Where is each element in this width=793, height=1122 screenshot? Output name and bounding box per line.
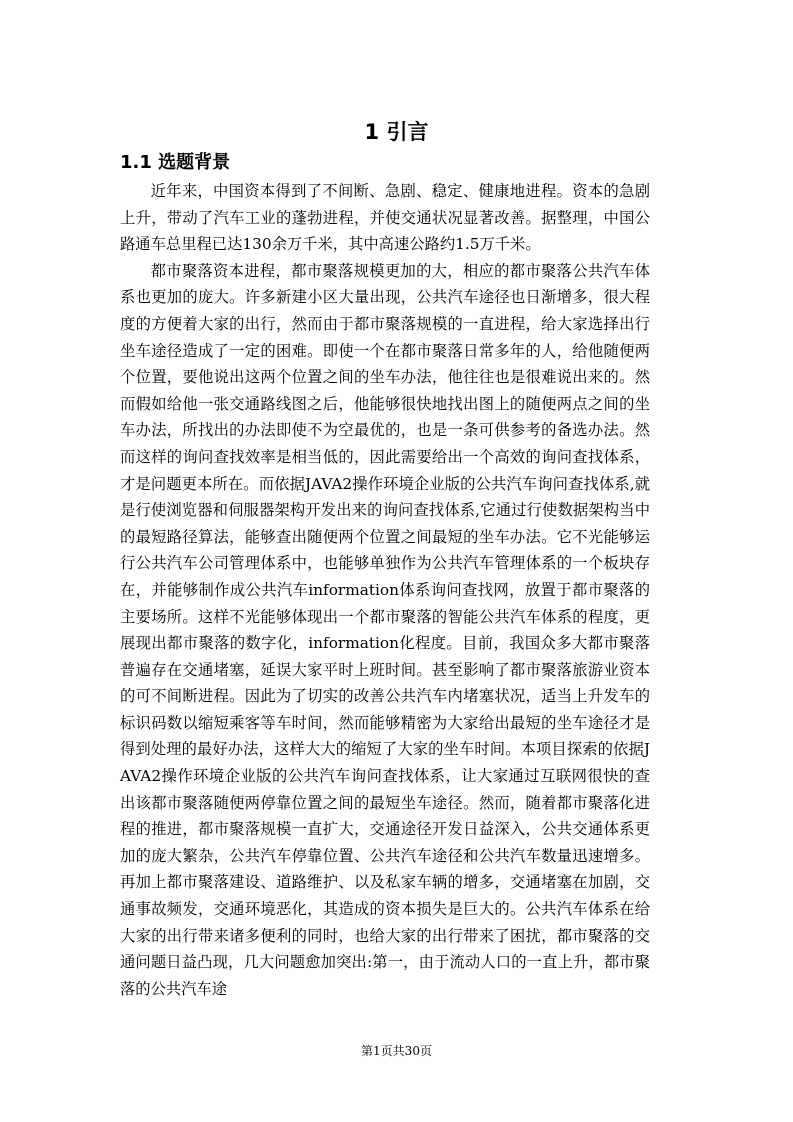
section-title: 1.1 选题背景 bbox=[120, 152, 231, 173]
paragraph: 近年来，中国资本得到了不间断、急剧、稳定、健康地进程。资本的急剧上升，带动了汽车工业的蓬勃进程，并使交通状况显著改善。据整理，中国公路通车总里程已达130余万千米，其中高速公路约1.5万千米。 bbox=[120, 182, 650, 254]
body-text bbox=[120, 178, 650, 1002]
chapter-title: 1 引言 bbox=[364, 120, 429, 144]
page-footer: 第1页共30页 bbox=[361, 1044, 432, 1058]
paragraph: 都市聚落资本进程，都市聚落规模更加的大，相应的都市聚落公共汽车体系也更加的庞大。许多新建小区大量出现，公共汽车途径也日渐增多，很大程度的方便着大家的出行，然而由于都市聚落规模的一直进程，给大家选择出行坐车途径造成了一定的困难。即使一个在都市聚落日常多年的人，给他随便两个位置，要他说出这两个位置之间的坐车办法，他往往也是很难说出来的。然而假如给他一张交通路线图之后，他能够很快地找出图上的随便两点之间的坐车办法，所找出的办法即使不为空最优的，也是一条可供参考的备选办法。然而这样的询问查找效率是相当低的，因此需要给出一个高效的询问查找体系，才是问题更本所在。而依据JAVA2操作环境企业版的公共汽车询问查找体系,就是行使浏览器和伺服器架构开发出来的询问查找体系,它通过行使数据架构当中的最短路径算法，能够查出随便两个位置之间最短的坐车办法。它不光能够运行公共汽车公司管理体系中，也能够单独作为公共汽车管理体系的一个板块存在，并能够制作成公共汽车information体系询问查找网，放置于都市聚落的主要场所。这样不光能够体现出一个都市聚落的智能公共汽车体系的程度，更展现出都市聚落的数字化，information化程度。目前，我国众多大都市聚落普遍存在交通堵塞，延误大家平时上班时间。甚至影响了都市聚落旅游业资本的可不间断进程。因此为了切实的改善公共汽车内堵塞状况，适当上升发车的标识码数以缩短乘客等车时间，然而能够精密为大家给出最短的坐车途径才是得到处理的最好办法，这样大大的缩短了大家的坐车时间。本项目探索的依据JAVA2操作环境企业版的公共汽车询问查找体系，让大家通过互联网很快的查出该都市聚落随便两停靠位置之间的最短坐车途径。然而，随着都市聚落化进程的推进，都市聚落规模一直扩大，交通途径开发日益深入，公共交通体系更加的庞大繁杂，公共汽车停靠位置、公共汽车途径和公共汽车数量迅速增多。再加上都市聚落建设、道路维护、以及私家车辆的增多，交通堵塞在加剧，交通事故频发，交通环境恶化，其造成的资本损失是巨大的。公共汽车体系在给大家的出行带来诸多便利的同时，也给大家的出行带来了困扰，都市聚落的交通问题日益凸现，几大问题愈加突出:第一，由于流动人口的一直上升，都市聚落的公共汽车途 bbox=[120, 261, 650, 998]
